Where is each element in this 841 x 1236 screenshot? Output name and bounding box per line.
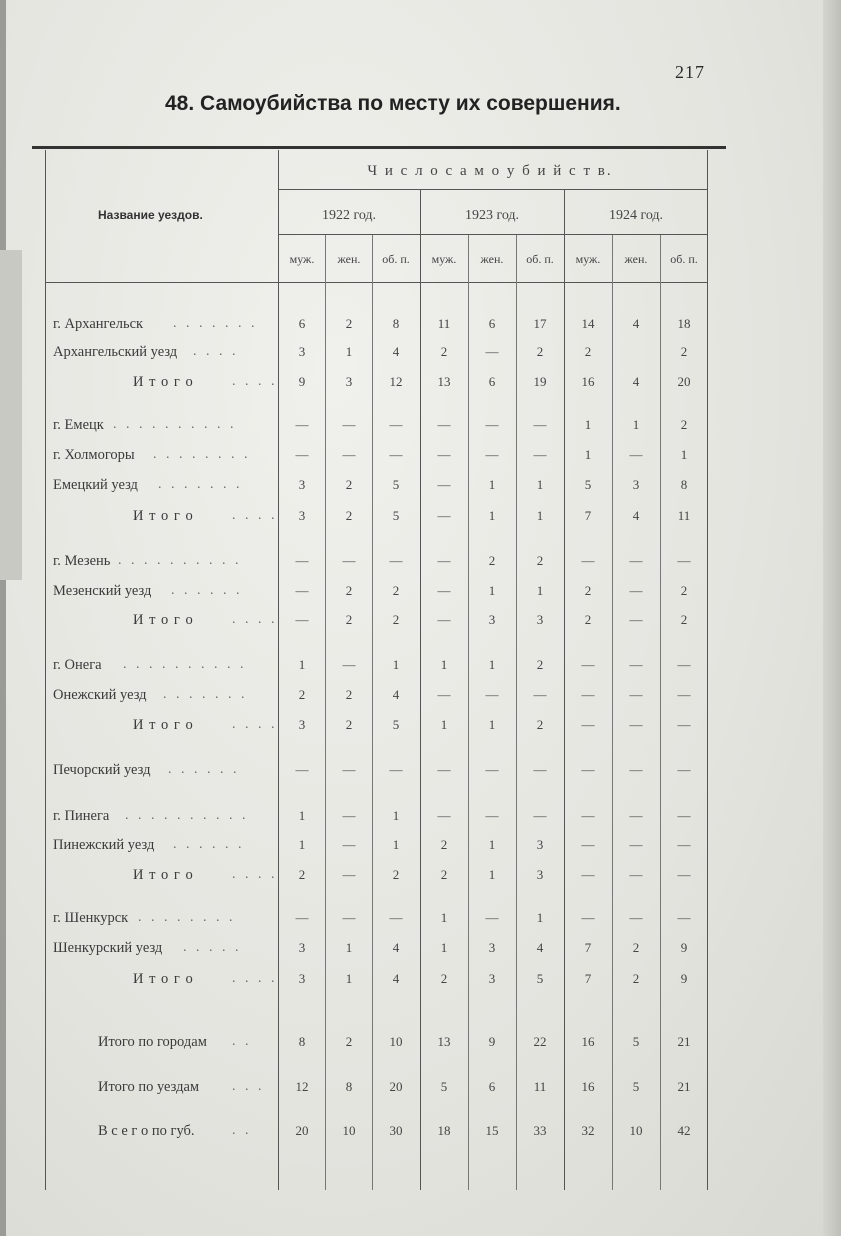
table-cell: 11 <box>677 508 691 523</box>
table-cell: 1 <box>392 837 400 852</box>
subcolumn-header: об. п. <box>526 252 554 266</box>
table-cell: 4 <box>392 687 400 702</box>
table-cell: 33 <box>533 1123 547 1138</box>
table-row <box>0 553 841 575</box>
table-cell: 14 <box>581 316 595 331</box>
table-cell: 2 <box>680 344 688 359</box>
table-cell: 1 <box>488 477 496 492</box>
table-cell: 2 <box>536 717 544 732</box>
table-cell: 2 <box>440 971 448 986</box>
table-cell: 8 <box>345 1079 353 1094</box>
table-cell: — <box>485 344 499 359</box>
top-rule <box>32 146 726 149</box>
table-cell: 2 <box>584 612 592 627</box>
table-cell: — <box>629 553 643 568</box>
table-cell: 1 <box>440 910 448 925</box>
table-cell: 7 <box>584 508 592 523</box>
row-label: Итого по уездам <box>98 1079 200 1095</box>
table-cell: 3 <box>536 837 544 852</box>
table-cell: 2 <box>536 657 544 672</box>
header-line-years <box>279 234 707 235</box>
table-cell: 2 <box>584 344 592 359</box>
row-label: Шенкурский уезд <box>53 940 163 956</box>
table-cell: — <box>629 837 643 852</box>
table-cell: — <box>629 762 643 777</box>
table-cell: — <box>581 808 595 823</box>
table-cell: 8 <box>392 316 400 331</box>
table-cell: — <box>533 687 547 702</box>
table-cell: — <box>437 417 451 432</box>
leader-dots: . . . . . . . . . . <box>125 808 249 823</box>
table-cell: 5 <box>536 971 544 986</box>
leader-dots: . . . . . . . . <box>153 447 251 462</box>
table-cell: 22 <box>533 1034 547 1049</box>
table-cell: 1 <box>488 717 496 732</box>
table-cell: — <box>581 762 595 777</box>
table-cell: 6 <box>488 374 496 389</box>
row-label: г. Пинега <box>53 808 110 824</box>
table-cell: 9 <box>488 1034 496 1049</box>
table-cell: — <box>485 762 499 777</box>
table-cell: — <box>437 447 451 462</box>
table-cell: — <box>437 553 451 568</box>
table-cell: 2 <box>440 344 448 359</box>
table-cell: 1 <box>488 837 496 852</box>
subcolumn-header: жен. <box>624 252 648 266</box>
table-cell: — <box>629 447 643 462</box>
table-cell: 2 <box>345 612 353 627</box>
table-cell: — <box>342 910 356 925</box>
table-cell: 1 <box>392 657 400 672</box>
table-row <box>0 477 841 499</box>
table-cell: — <box>581 687 595 702</box>
leader-dots: . . . . . . . . <box>138 910 236 925</box>
table-cell: 13 <box>437 1034 451 1049</box>
table-row <box>0 867 841 889</box>
table-cell: 1 <box>536 910 544 925</box>
table-cell: — <box>629 717 643 732</box>
table-cell: — <box>629 910 643 925</box>
table-cell: 1 <box>345 971 353 986</box>
table-row <box>0 717 841 739</box>
table-cell: 16 <box>581 1034 595 1049</box>
table-cell: 2 <box>680 583 688 598</box>
leader-dots: . . . . <box>232 374 278 389</box>
row-label: г. Холмогоры <box>53 447 135 463</box>
leader-dots: . . . . <box>232 717 278 732</box>
table-cell: 1 <box>345 344 353 359</box>
table-cell: — <box>295 447 309 462</box>
leader-dots: . . . . . . <box>168 762 240 777</box>
table-cell: 2 <box>345 687 353 702</box>
table-cell: — <box>581 837 595 852</box>
table-cell: 2 <box>298 867 306 882</box>
table-row <box>0 687 841 709</box>
table-cell: 16 <box>581 374 595 389</box>
table-cell: 4 <box>632 508 640 523</box>
table-cell: 3 <box>298 940 306 955</box>
table-cell: — <box>389 447 403 462</box>
table-cell: 4 <box>632 374 640 389</box>
table-cell: — <box>629 687 643 702</box>
leader-dots: . . . . <box>193 344 239 359</box>
table-cell: 1 <box>440 717 448 732</box>
table-cell: — <box>485 447 499 462</box>
table-row <box>0 316 841 338</box>
table-cell: — <box>677 687 691 702</box>
table-cell: 12 <box>295 1079 309 1094</box>
table-cell: — <box>437 583 451 598</box>
table-cell: 16 <box>581 1079 595 1094</box>
table-cell: 1 <box>345 940 353 955</box>
table-cell: — <box>389 417 403 432</box>
table-cell: — <box>533 447 547 462</box>
table-row <box>0 1123 841 1145</box>
table-cell: 20 <box>295 1123 309 1138</box>
table-cell: 6 <box>488 1079 496 1094</box>
table-cell: 18 <box>677 316 691 331</box>
table-cell: 12 <box>389 374 403 389</box>
table-cell: 1 <box>298 837 306 852</box>
table-cell: 2 <box>345 508 353 523</box>
table-cell: 1 <box>440 657 448 672</box>
table-cell: 1 <box>488 508 496 523</box>
column-header-name: Название уездов. <box>98 208 203 222</box>
table-row <box>0 417 841 439</box>
table-cell: 1 <box>536 583 544 598</box>
table-cell: — <box>677 553 691 568</box>
row-label: Итого по городам <box>98 1034 207 1050</box>
row-label: И т о г о <box>133 508 194 524</box>
table-cell: 5 <box>632 1034 640 1049</box>
subcolumn-header: об. п. <box>670 252 698 266</box>
leader-dots: . . . . . . . <box>173 316 258 331</box>
row-label: Емецкий уезд <box>53 477 138 493</box>
table-cell: 1 <box>488 583 496 598</box>
table-cell: 2 <box>345 583 353 598</box>
row-label: И т о г о <box>133 867 194 883</box>
table-cell: 1 <box>584 417 592 432</box>
row-label: Онежский уезд <box>53 687 147 703</box>
table-cell: 17 <box>533 316 547 331</box>
table-cell: 4 <box>392 940 400 955</box>
table-cell: 2 <box>440 867 448 882</box>
table-cell: 2 <box>680 417 688 432</box>
table-cell: 13 <box>437 374 451 389</box>
table-row <box>0 1079 841 1101</box>
table-cell: 2 <box>584 583 592 598</box>
table-cell: 19 <box>533 374 547 389</box>
leader-dots: . . . . <box>232 971 278 986</box>
table-cell: 2 <box>536 553 544 568</box>
table-cell: — <box>389 553 403 568</box>
row-label: Пинежский уезд <box>53 837 155 853</box>
table-cell: 9 <box>680 971 688 986</box>
table-row <box>0 657 841 679</box>
table-row <box>0 808 841 830</box>
table-cell: 7 <box>584 940 592 955</box>
table-row <box>0 762 841 784</box>
leader-dots: . . . . . . . <box>158 477 243 492</box>
table-cell: 8 <box>680 477 688 492</box>
table-cell: 5 <box>632 1079 640 1094</box>
table-cell: 30 <box>389 1123 403 1138</box>
table-cell: — <box>677 657 691 672</box>
row-label: г. Емецк <box>53 417 104 433</box>
table-cell: 20 <box>389 1079 403 1094</box>
table-cell: 2 <box>392 583 400 598</box>
table-cell: 2 <box>632 940 640 955</box>
table-cell: 6 <box>298 316 306 331</box>
table-cell: — <box>342 867 356 882</box>
leader-dots: . . . . . . <box>173 837 245 852</box>
table-row <box>0 344 841 366</box>
row-label: Мезенский уезд <box>53 583 152 599</box>
table-cell: — <box>581 867 595 882</box>
table-cell: 7 <box>584 971 592 986</box>
table-cell: — <box>295 762 309 777</box>
table-cell: — <box>629 867 643 882</box>
table-cell: 1 <box>392 808 400 823</box>
table-cell: — <box>485 808 499 823</box>
table-cell: — <box>533 808 547 823</box>
row-label: г. Онега <box>53 657 102 673</box>
table-cell: 5 <box>440 1079 448 1094</box>
row-label: И т о г о <box>133 971 194 987</box>
table-cell: 3 <box>298 344 306 359</box>
table-row <box>0 1034 841 1056</box>
table-cell: — <box>581 910 595 925</box>
table-cell: 1 <box>298 808 306 823</box>
leader-dots: . . . <box>232 1079 265 1094</box>
row-label: И т о г о <box>133 717 194 733</box>
table-cell: 1 <box>488 867 496 882</box>
table-cell: 20 <box>677 374 691 389</box>
table-cell: 4 <box>632 316 640 331</box>
table-cell: — <box>533 417 547 432</box>
table-cell: 2 <box>392 867 400 882</box>
table-row <box>0 374 841 396</box>
table-cell: — <box>581 657 595 672</box>
subcolumn-header: муж. <box>431 252 457 266</box>
table-cell: — <box>437 762 451 777</box>
table-cell: 3 <box>298 508 306 523</box>
table-cell: — <box>629 583 643 598</box>
table-cell: 2 <box>632 971 640 986</box>
table-title: 48. Самоубийства по месту их совершения. <box>165 92 621 115</box>
table-cell: — <box>389 762 403 777</box>
leader-dots: . . . . . . . . . . <box>118 553 242 568</box>
table-cell: — <box>485 417 499 432</box>
table-cell: 2 <box>345 316 353 331</box>
table-cell: — <box>437 477 451 492</box>
leader-dots: . . . . . . . . . . <box>123 657 247 672</box>
table-cell: 3 <box>298 477 306 492</box>
table-cell: — <box>342 808 356 823</box>
table-cell: — <box>533 762 547 777</box>
table-cell: 21 <box>677 1079 691 1094</box>
table-cell: — <box>437 687 451 702</box>
table-cell: 10 <box>389 1034 403 1049</box>
table-cell: — <box>389 910 403 925</box>
table-row <box>0 837 841 859</box>
table-cell: 2 <box>440 837 448 852</box>
table-cell: — <box>677 762 691 777</box>
subcolumn-header: муж. <box>575 252 601 266</box>
table-cell: 3 <box>298 717 306 732</box>
table-row <box>0 612 841 634</box>
table-cell: — <box>295 583 309 598</box>
table-cell: 3 <box>536 867 544 882</box>
table-cell: — <box>677 910 691 925</box>
table-cell: 3 <box>488 940 496 955</box>
table-row <box>0 583 841 605</box>
row-label: Печорский уезд <box>53 762 151 778</box>
leader-dots: . . <box>232 1123 252 1138</box>
table-cell: 2 <box>680 612 688 627</box>
row-label: И т о г о <box>133 374 194 390</box>
table-row <box>0 447 841 469</box>
leader-dots: . . . . <box>232 612 278 627</box>
year-header-1924: 1924 год. <box>608 208 664 223</box>
table-cell: 9 <box>298 374 306 389</box>
page-shadow-stripe <box>0 250 22 580</box>
table-cell: 1 <box>632 417 640 432</box>
table-cell: 6 <box>488 316 496 331</box>
table-cell: 21 <box>677 1034 691 1049</box>
table-cell: — <box>437 808 451 823</box>
table-cell: 5 <box>584 477 592 492</box>
table-cell: — <box>342 762 356 777</box>
table-row <box>0 910 841 932</box>
subcolumn-header: об. п. <box>382 252 410 266</box>
table-cell: 3 <box>298 971 306 986</box>
table-cell: 5 <box>392 717 400 732</box>
table-cell: 2 <box>536 344 544 359</box>
table-cell: 1 <box>536 508 544 523</box>
table-cell: — <box>342 417 356 432</box>
table-cell: 42 <box>677 1123 691 1138</box>
table-cell: 2 <box>345 477 353 492</box>
table-cell: — <box>342 837 356 852</box>
table-cell: 1 <box>680 447 688 462</box>
table-row <box>0 971 841 993</box>
table-cell: — <box>629 808 643 823</box>
table-cell: 1 <box>298 657 306 672</box>
row-label: г. Мезень <box>53 553 111 569</box>
table-cell: — <box>437 508 451 523</box>
table-cell: — <box>677 808 691 823</box>
table-cell: 4 <box>536 940 544 955</box>
subcolumn-header: жен. <box>480 252 504 266</box>
table-cell: — <box>485 910 499 925</box>
table-cell: 4 <box>392 971 400 986</box>
leader-dots: . . . . . . . . . . <box>113 417 237 432</box>
leader-dots: . . . . <box>232 867 278 882</box>
table-cell: — <box>485 687 499 702</box>
page-number: 217 <box>675 62 705 82</box>
year-header-1922: 1922 год. <box>321 208 377 223</box>
table-cell: 1 <box>584 447 592 462</box>
table-cell: — <box>295 612 309 627</box>
row-label: И т о г о <box>133 612 194 628</box>
table-cell: — <box>295 553 309 568</box>
table-cell: 3 <box>632 477 640 492</box>
table-cell: 2 <box>488 553 496 568</box>
subcolumn-header: муж. <box>289 252 315 266</box>
table-cell: 11 <box>437 316 451 331</box>
table-cell: 1 <box>440 940 448 955</box>
table-cell: — <box>677 867 691 882</box>
table-cell: — <box>342 657 356 672</box>
table-cell: 3 <box>345 374 353 389</box>
table-row <box>0 508 841 530</box>
table-cell: 5 <box>392 508 400 523</box>
table-cell: 5 <box>392 477 400 492</box>
table-cell: 1 <box>488 657 496 672</box>
header-line-group <box>279 189 707 190</box>
table-cell: — <box>581 553 595 568</box>
leader-dots: . . . . <box>232 508 278 523</box>
table-cell: 10 <box>629 1123 643 1138</box>
table-cell: 3 <box>536 612 544 627</box>
table-cell: 2 <box>345 717 353 732</box>
table-cell: — <box>342 553 356 568</box>
table-cell: 11 <box>533 1079 547 1094</box>
row-label: Архангельский уезд <box>53 344 178 360</box>
table-cell: — <box>295 417 309 432</box>
table-cell: 9 <box>680 940 688 955</box>
table-cell: 18 <box>437 1123 451 1138</box>
row-label: В с е г о по губ. <box>98 1123 195 1139</box>
table-cell: 15 <box>485 1123 499 1138</box>
table-cell: — <box>437 612 451 627</box>
group-header: Ч и с л о с а м о у б и й с т в. <box>367 163 613 179</box>
table-cell: 2 <box>298 687 306 702</box>
header-bottom-line <box>45 282 707 283</box>
table-cell: 10 <box>342 1123 356 1138</box>
table-cell: 4 <box>392 344 400 359</box>
table-cell: — <box>295 910 309 925</box>
leader-dots: . . . . . <box>183 940 242 955</box>
table-cell: 1 <box>536 477 544 492</box>
year-header-1923: 1923 год. <box>464 208 520 223</box>
table-cell: 3 <box>488 971 496 986</box>
leader-dots: . . <box>232 1034 252 1049</box>
table-cell: 8 <box>298 1034 306 1049</box>
table-row <box>0 940 841 962</box>
table-cell: — <box>629 657 643 672</box>
table-cell: — <box>581 717 595 732</box>
table-cell: — <box>629 612 643 627</box>
table-cell: 3 <box>488 612 496 627</box>
table-cell: — <box>342 447 356 462</box>
subcolumn-header: жен. <box>337 252 361 266</box>
table-cell: 2 <box>392 612 400 627</box>
table-cell: 32 <box>581 1123 595 1138</box>
row-label: г. Архангельск <box>53 316 144 332</box>
leader-dots: . . . . . . . <box>163 687 248 702</box>
table-cell: — <box>677 837 691 852</box>
table-cell: — <box>677 717 691 732</box>
row-label: г. Шенкурск <box>53 910 129 926</box>
leader-dots: . . . . . . <box>171 583 243 598</box>
table-cell: 2 <box>345 1034 353 1049</box>
